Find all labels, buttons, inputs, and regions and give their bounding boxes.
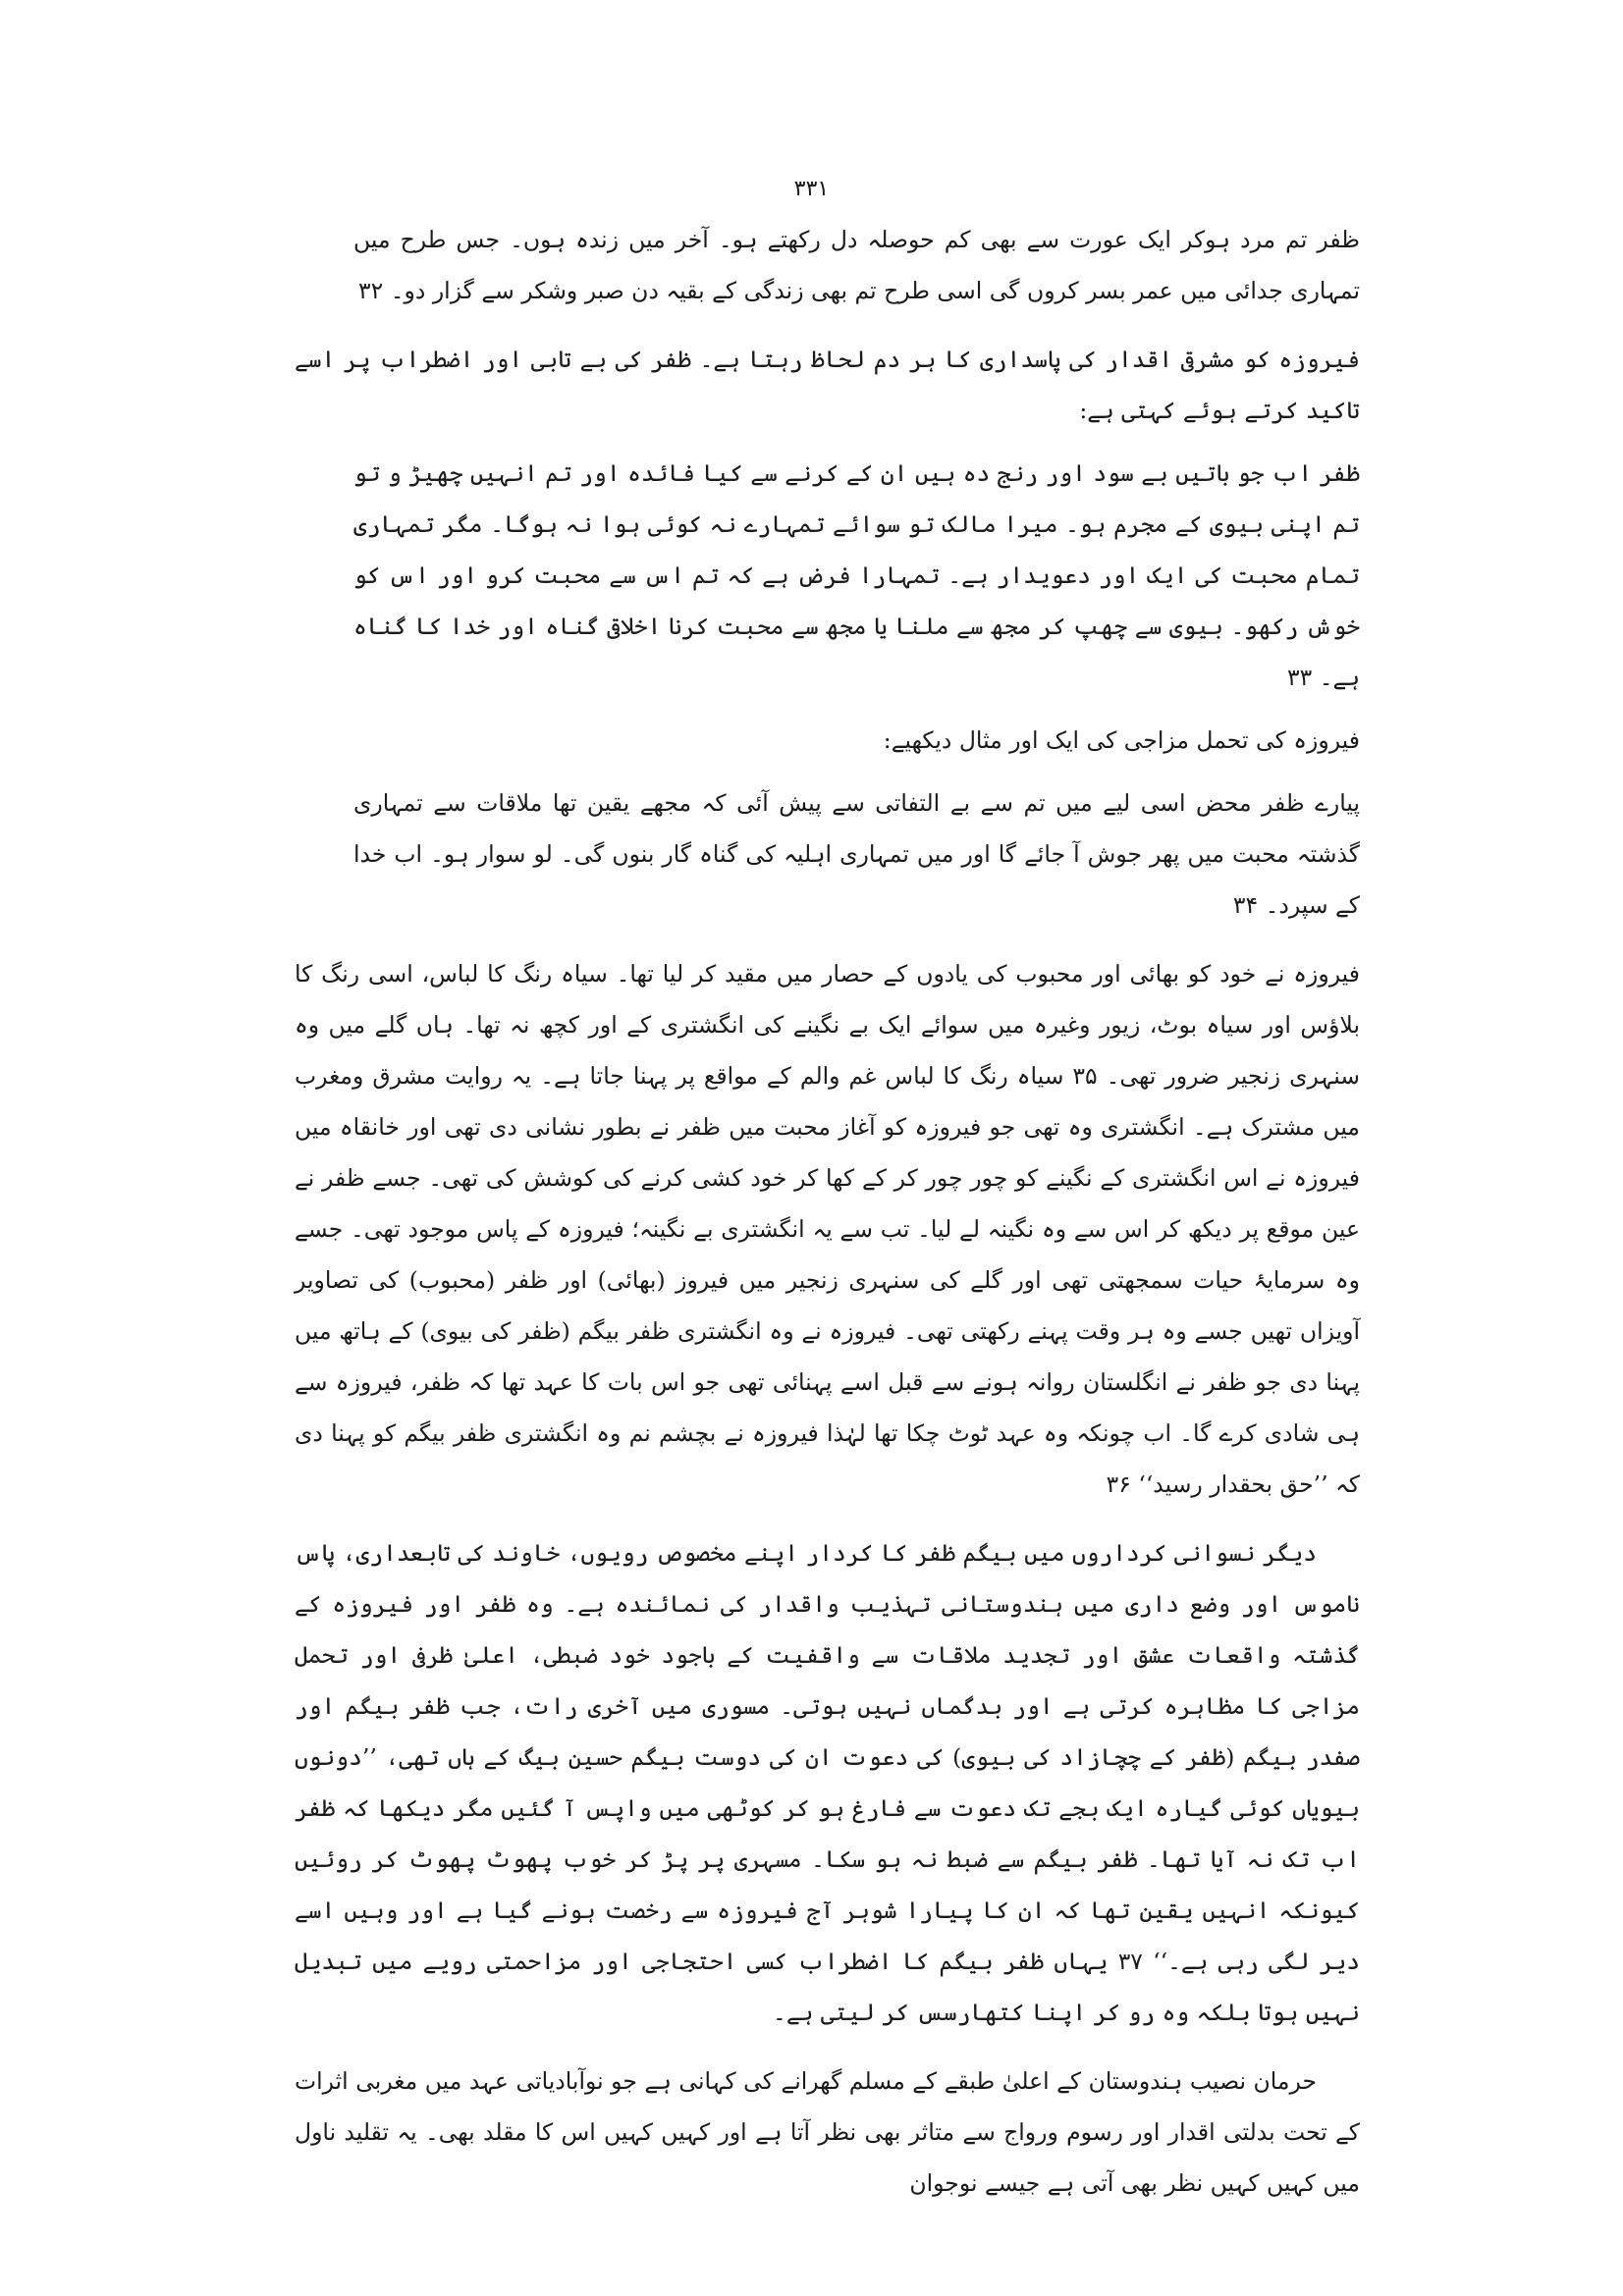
quote-paragraph-1: ظفر تم مرد ہوکر ایک عورت سے بھی کم حوصلہ دل رکھتے ہو۔ آخر میں زندہ ہوں۔ جس طرح میں تمہاری جدائی میں عمر بسر کروں گی اسی طرح تم بھی زندگی کے بقیہ دن صبر وشکر سے گزار دو۔ ۳۲ — [353, 226, 1360, 304]
page-content — [295, 214, 1360, 2209]
body-paragraph-1: فیروزہ کو مشرقی اقدار کی پاسداری کا ہر دم لحاظ رہتا ہے۔ ظفر کی بے تابی اور اضطراب پر اسے تاکید کرتے ہوئے کہتی ہے: — [295, 346, 1360, 424]
body-paragraph-3: فیروزہ نے خود کو بھائی اور محبوب کی یادوں کے حصار میں مقید کر لیا تھا۔ سیاہ رنگ کا لباس، اسی رنگ کا بلاؤس اور سیاہ بوٹ، زیور وغیرہ میں سوائے ایک بے نگینے کی انگشتری کے اور کچھ نہ تھا۔ ہاں گلے میں وہ سنہری زنجیر ضرور تھی۔ ۳۵ سیاہ رنگ کا لباس غم والم کے مواقع پر پہنا جاتا ہے۔ یہ روایت مشرق ومغرب میں مشترک ہے۔ انگشتری وہ تھی جو فیروزہ کو آغاز محبت میں ظفر نے بطور نشانی دی تھی اور خانقاہ میں فیروزہ نے اس انگشتری کے نگینے کو چور چور کر کے کھا کر خود کشی کرنے کی کوشش کی تھی۔ جسے ظفر نے عین موقع پر دیکھ کر اس سے وہ نگینہ لے لیا۔ تب سے یہ انگشتری بے نگینہ؛ فیروزہ کے پاس موجود تھی۔ جسے وہ سرمایۂ حیات سمجھتی تھی اور گلے کی سنہری زنجیر میں فیروز (بھائی) اور ظفر (محبوب) کی تصاویر آویزاں تھیں جسے وہ ہر وقت پہنے رکھتی تھی۔ فیروزہ نے وہ انگشتری ظفر بیگم (ظفر کی بیوی) کے ہاتھ میں پہنا دی جو ظفر نے انگلستان روانہ ہونے سے قبل اسے پہنائی تھی جو اس بات کا عہد تھا کہ ظفر، فیروزہ سے ہی شادی کرے گا۔ اب چونکہ وہ عہد ٹوٹ چکا تھا لہٰذا فیروزہ نے بچشم نم وہ انگشتری ظفر بیگم کو پہنا دی کہ ’’حق بحقدار رسید‘‘ ۳۶ — [295, 960, 1360, 1498]
body-paragraph-5: حرمان نصیب ہندوستان کے اعلیٰ طبقے کے مسلم گھرانے کی کہانی ہے جو نوآبادیاتی عہد میں مغربی اثرات کے تحت بدلتی اقدار اور رسوم ورواج سے متاثر بھی نظر آتا ہے اور کہیں کہیں اس کا مقلد بھی۔ یہ تقلید ناول میں کہیں کہیں نظر بھی آتی ہے جیسے نوجوان — [295, 2067, 1360, 2197]
quote-paragraph-2: ظفر اب جو باتیں بے سود اور رنج دہ ہیں ان کے کرنے سے کیا فائدہ اور تم انہیں چھیڑ و تو تم اپنی بیوی کے مجرم ہو۔ میرا مالک تو سوائے تمہارے نہ کوئی ہوا نہ ہوگا۔ مگر تمہاری تمام محبت کی ایک اور دعویدار ہے۔ تمہارا فرض ہے کہ تم اس سے محبت کرو اور اس کو خوش رکھو۔ بیوی سے چھپ کر مجھ سے ملنا یا مجھ سے محبت کرنا اخلاقی گناہ اور خدا کا گناہ ہے۔ ۳۳ — [353, 459, 1360, 691]
body-paragraph-2: فیروزہ کی تحمل مزاجی کی ایک اور مثال دیکھیے: — [883, 726, 1360, 754]
quote-paragraph-3: پیارے ظفر محض اسی لیے میں تم سے بے التفاتی سے پیش آئی کہ مجھے یقین تھا ملاقات سے تمہاری گذشتہ محبت میں پھر جوش آ جائے گا اور میں تمہاری اہلیہ کی گناہ گار بنوں گی۔ لو سوار ہو۔ اب خدا کے سپرد۔ ۳۴ — [353, 789, 1360, 919]
page-number: ۳۳۱ — [793, 177, 830, 201]
body-paragraph-4: دیگر نسوانی کرداروں میں بیگم ظفر کا کردار اپنے مخصوص رویوں، خاوند کی تابعداری، پاس ناموس اور وضع داری میں ہندوستانی تہذیب واقدار کی نمائندہ ہے۔ وہ ظفر اور فیروزہ کے گذشتہ واقعات عشق اور تجدید ملاقات سے واقفیت کے باجود خود ضبطی، اعلیٰ ظرفی اور تحمل مزاجی کا مظاہرہ کرتی ہے اور بدگماں نہیں ہوتی۔ مسوری میں آخری رات، جب ظفر بیگم اور صفدر بیگم (ظفر کے چچازاد کی بیوی) کی دعوت ان کی دوست بیگم حسین بیگ کے ہاں تھی، ’’دونوں بیویاں کوئی گیارہ ایک بجے تک دعوت سے فارغ ہو کر کوٹھی میں واپس آ گئیں مگر دیکھا کہ ظفر اب تک نہ آیا تھا۔ ظفر بیگم سے ضبط نہ ہو سکا۔ مسہری پر پڑ کر خوب پھوٹ پھوٹ کر روئیں کیونکہ انہیں یقین تھا کہ ان کا پیارا شوہر آج فیروزہ سے رخصت ہونے گیا ہے اور وہیں اسے دیر لگی رہی ہے۔‘‘ ۳۷ یہاں ظفر بیگم کا اضطراب کسی احتجاجی اور مزاحمتی رویے میں تبدیل نہیں ہوتا بلکہ وہ رو کر اپنا کتھارسس کر لیتی ہے۔ — [295, 1539, 1360, 2026]
